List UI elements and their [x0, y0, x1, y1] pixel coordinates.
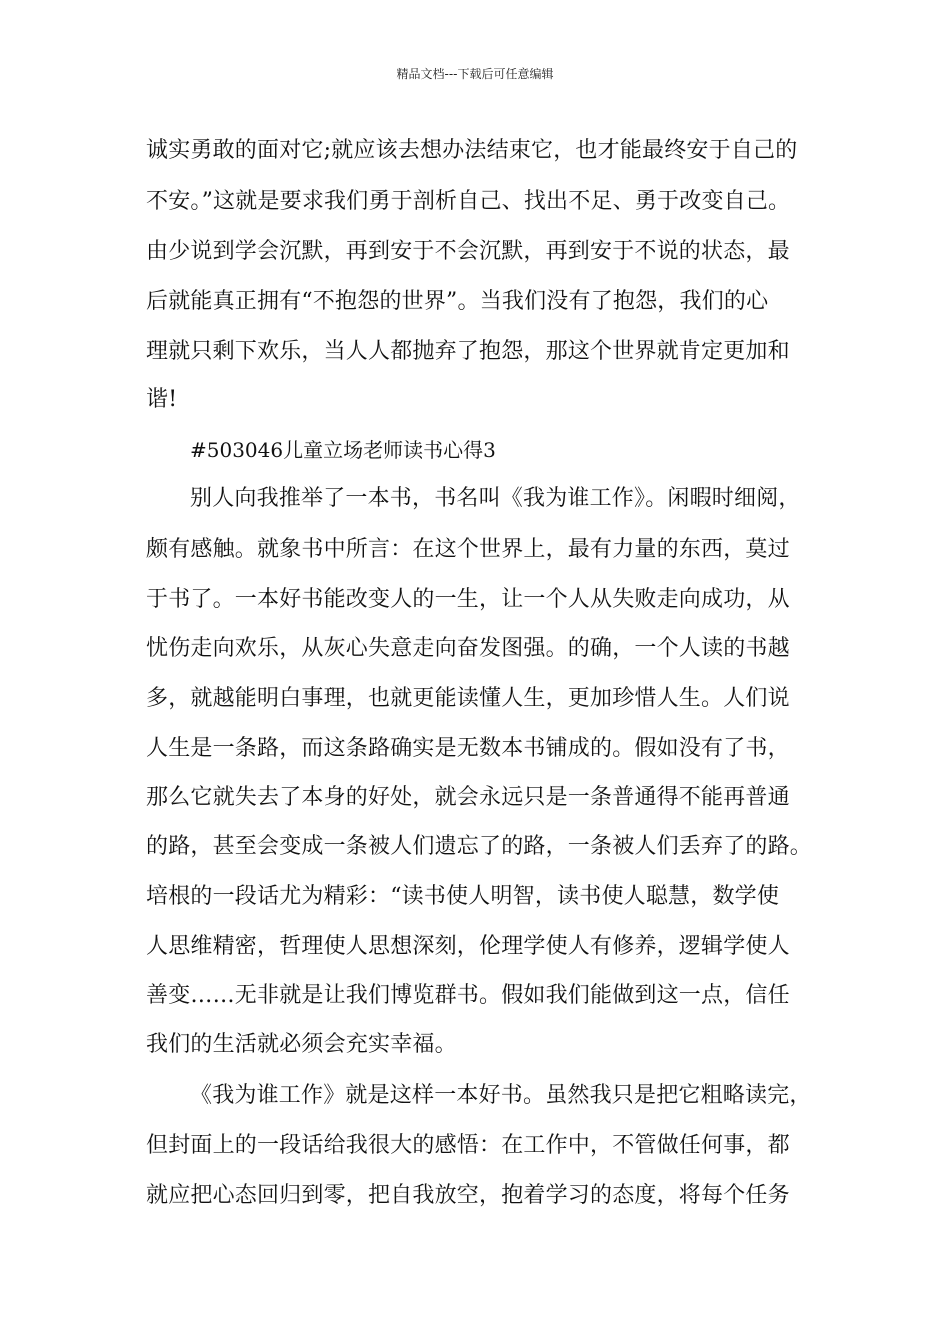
- text-line: 后就能真正拥有“不抱怨的世界”。当我们没有了抱怨，我们的心: [146, 289, 769, 314]
- text-line: 别人向我推举了一本书，书名叫《我为谁工作》。闲暇时细阅，: [190, 486, 801, 511]
- text-line: 人思维精密，哲理使人思想深刻，伦理学使人有修养，逻辑学使人: [146, 934, 790, 959]
- text-line: 多，就越能明白事理，也就更能读懂人生，更加珍惜人生。人们说: [146, 686, 790, 711]
- text-line: 善变……无非就是让我们博览群书。假如我们能做到这一点，信任: [146, 983, 790, 1008]
- text-line: 就应把心态回归到零，把自我放空，抱着学习的态度，将每个任务: [146, 1183, 790, 1208]
- text-line: 谐!: [146, 387, 178, 412]
- text-line: 人生是一条路，而这条路确实是无数本书铺成的。假如没有了书，: [146, 736, 790, 761]
- text-line: 不安。”这就是要求我们勇于剖析自己、找出不足、勇于改变自己。: [146, 189, 791, 214]
- text-line: 诚实勇敢的面对它;就应该去想办法结束它，也才能最终安于自己的: [146, 138, 798, 163]
- section-heading: #503046儿童立场老师读书心得3: [190, 438, 496, 462]
- text-line: 《我为谁工作》就是这样一本好书。虽然我只是把它粗略读完，: [190, 1083, 812, 1108]
- text-line: 由少说到学会沉默，再到安于不会沉默，再到安于不说的状态，最: [146, 239, 790, 264]
- text-line: 但封面上的一段话给我很大的感悟：在工作中，不管做任何事，都: [146, 1133, 790, 1158]
- text-line: 的路，甚至会变成一条被人们遗忘了的路，一条被人们丢弃了的路。: [146, 834, 813, 859]
- text-line: 我们的生活就必须会充实幸福。: [146, 1032, 457, 1057]
- text-line: 培根的一段话尤为精彩：“读书使人明智，读书使人聪慧，数学使: [146, 884, 780, 909]
- text-line: 颇有感触。就象书中所言：在这个世界上，最有力量的东西，莫过: [146, 537, 790, 562]
- text-line: 理就只剩下欢乐，当人人都抛弃了抱怨，那这个世界就肯定更加和: [146, 339, 790, 364]
- text-line: 于书了。一本好书能改变人的一生，让一个人从失败走向成功，从: [146, 587, 790, 612]
- text-line: 那么它就失去了本身的好处，就会永远只是一条普通得不能再普通: [146, 785, 790, 810]
- text-line: 忧伤走向欢乐，从灰心失意走向奋发图强。的确，一个人读的书越: [146, 636, 790, 661]
- page-header: 精品文档---下载后可任意编辑: [396, 67, 554, 81]
